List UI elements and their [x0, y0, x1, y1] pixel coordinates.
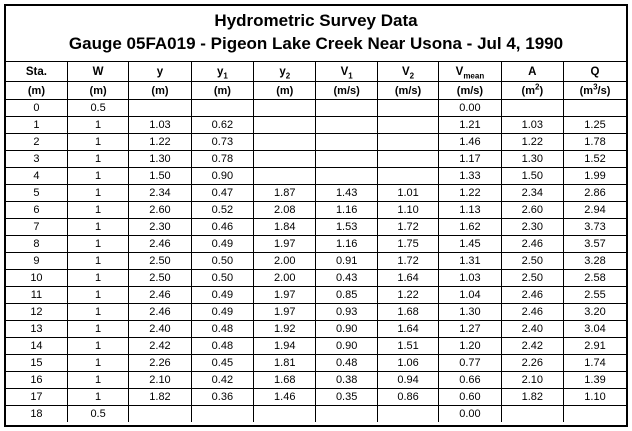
- header-q: Q: [564, 62, 626, 82]
- header-vmean-base: V: [455, 65, 464, 78]
- cell-v2: 1.72: [377, 219, 438, 236]
- cell-sta: 5: [6, 185, 67, 202]
- cell-v2: [377, 117, 438, 134]
- cell-v2: 1.22: [377, 287, 438, 304]
- cell-y: [129, 100, 191, 117]
- unit-sta: (m): [6, 82, 67, 100]
- table-row: [6, 406, 626, 423]
- cell-y1: [191, 406, 253, 423]
- header-y1-base: y: [216, 65, 224, 78]
- table-body: [6, 100, 626, 423]
- cell-a: 2.50: [501, 253, 563, 270]
- cell-w: 1: [67, 321, 128, 338]
- cell-q: 2.55: [564, 287, 626, 304]
- cell-w: 1: [67, 355, 128, 372]
- unit-q: [564, 82, 626, 100]
- cell-y2: 1.94: [254, 338, 316, 355]
- cell-w: 1: [67, 338, 128, 355]
- unit-y: (m): [129, 82, 191, 100]
- cell-vmean: 1.33: [439, 168, 501, 185]
- title-block: [6, 6, 626, 61]
- cell-w: 0.5: [67, 406, 128, 423]
- cell-y: 2.40: [129, 321, 191, 338]
- cell-y1: 0.46: [191, 219, 253, 236]
- cell-w: 1: [67, 287, 128, 304]
- cell-vmean: 0.77: [439, 355, 501, 372]
- cell-v1: [316, 134, 377, 151]
- cell-y: 1.22: [129, 134, 191, 151]
- header-y2-sub: 2: [285, 70, 291, 80]
- cell-y2: [254, 100, 316, 117]
- header-sta: Sta.: [6, 62, 67, 82]
- cell-a: 2.10: [501, 372, 563, 389]
- cell-y2: 1.84: [254, 219, 316, 236]
- cell-q: 1.52: [564, 151, 626, 168]
- cell-w: 1: [67, 202, 128, 219]
- cell-q: 2.94: [564, 202, 626, 219]
- cell-y1: 0.50: [191, 253, 253, 270]
- cell-v2: 1.64: [377, 321, 438, 338]
- cell-y1: 0.50: [191, 270, 253, 287]
- table-row: [6, 287, 626, 304]
- cell-y: [129, 406, 191, 423]
- cell-w: 1: [67, 236, 128, 253]
- cell-y1: 0.48: [191, 338, 253, 355]
- cell-sta: 0: [6, 100, 67, 117]
- cell-y2: [254, 151, 316, 168]
- cell-v1: 0.85: [316, 287, 377, 304]
- cell-v1: 1.16: [316, 236, 377, 253]
- cell-sta: 18: [6, 406, 67, 423]
- cell-q: 1.39: [564, 372, 626, 389]
- cell-y: 1.82: [129, 389, 191, 406]
- header-w: W: [67, 62, 128, 82]
- cell-y: 2.46: [129, 236, 191, 253]
- cell-vmean: 1.46: [439, 134, 501, 151]
- cell-q: 3.04: [564, 321, 626, 338]
- cell-sta: 8: [6, 236, 67, 253]
- cell-y1: 0.52: [191, 202, 253, 219]
- table-row: [6, 202, 626, 219]
- cell-y: 2.46: [129, 287, 191, 304]
- cell-v2: 1.10: [377, 202, 438, 219]
- cell-vmean: 0.60: [439, 389, 501, 406]
- header-v1-sub: 1: [348, 70, 353, 80]
- table-row: [6, 185, 626, 202]
- table-row: [6, 168, 626, 185]
- cell-sta: 6: [6, 202, 67, 219]
- cell-w: 1: [67, 168, 128, 185]
- sheet-title: Hydrometric Survey Data: [214, 11, 418, 30]
- cell-a: 2.30: [501, 219, 563, 236]
- cell-y1: 0.47: [191, 185, 253, 202]
- header-vmean-sub: mean: [463, 70, 485, 80]
- table-row: [6, 321, 626, 338]
- cell-v1: 0.35: [316, 389, 377, 406]
- header-y: y: [129, 62, 191, 82]
- cell-sta: 2: [6, 134, 67, 151]
- cell-y1: 0.78: [191, 151, 253, 168]
- cell-q: 2.86: [564, 185, 626, 202]
- unit-y2: (m): [254, 82, 316, 100]
- cell-v1: [316, 151, 377, 168]
- cell-v1: 1.43: [316, 185, 377, 202]
- cell-v1: 1.53: [316, 219, 377, 236]
- unit-a-sup: 2: [534, 81, 540, 91]
- header-y1-sub: 1: [223, 70, 228, 80]
- cell-a: 2.46: [501, 236, 563, 253]
- table-row: [6, 338, 626, 355]
- cell-vmean: 1.27: [439, 321, 501, 338]
- header-y2-base: y: [279, 65, 286, 78]
- table-row: [6, 372, 626, 389]
- cell-v2: 1.51: [377, 338, 438, 355]
- cell-sta: 4: [6, 168, 67, 185]
- cell-sta: 14: [6, 338, 67, 355]
- cell-v1: 0.93: [316, 304, 377, 321]
- header-vmean: [439, 62, 501, 82]
- cell-y: 2.30: [129, 219, 191, 236]
- cell-v1: 0.90: [316, 338, 377, 355]
- cell-y2: [254, 134, 316, 151]
- cell-y2: [254, 168, 316, 185]
- cell-q: 1.78: [564, 134, 626, 151]
- table-row: [6, 117, 626, 134]
- header-a: A: [501, 62, 563, 82]
- cell-v1: 0.43: [316, 270, 377, 287]
- cell-a: 2.34: [501, 185, 563, 202]
- cell-y1: 0.45: [191, 355, 253, 372]
- cell-y: 2.10: [129, 372, 191, 389]
- cell-q: 3.73: [564, 219, 626, 236]
- cell-w: 1: [67, 389, 128, 406]
- cell-w: 1: [67, 185, 128, 202]
- cell-a: 1.03: [501, 117, 563, 134]
- cell-y2: 1.87: [254, 185, 316, 202]
- cell-y: 1.50: [129, 168, 191, 185]
- cell-v2: 1.68: [377, 304, 438, 321]
- table-row: [6, 270, 626, 287]
- cell-v2: [377, 100, 438, 117]
- header-v2: [377, 62, 438, 82]
- header-y1: [191, 62, 253, 82]
- header-v2-sub: 2: [409, 70, 415, 80]
- cell-q: 3.57: [564, 236, 626, 253]
- cell-q: 1.74: [564, 355, 626, 372]
- cell-y1: 0.73: [191, 134, 253, 151]
- cell-y2: 1.68: [254, 372, 316, 389]
- cell-a: 1.82: [501, 389, 563, 406]
- cell-y: 2.46: [129, 304, 191, 321]
- cell-q: 1.10: [564, 389, 626, 406]
- cell-sta: 7: [6, 219, 67, 236]
- cell-v2: 1.06: [377, 355, 438, 372]
- cell-v2: 1.01: [377, 185, 438, 202]
- unit-q-sup: 3: [593, 81, 598, 91]
- cell-y: 2.50: [129, 253, 191, 270]
- cell-a: 2.42: [501, 338, 563, 355]
- cell-y: 2.26: [129, 355, 191, 372]
- unit-q-post: /s): [597, 84, 611, 97]
- unit-a: [501, 82, 563, 100]
- cell-y1: 0.49: [191, 304, 253, 321]
- data-sheet: [4, 4, 628, 427]
- cell-y2: 2.00: [254, 270, 316, 287]
- table-row: [6, 389, 626, 406]
- cell-v2: 1.72: [377, 253, 438, 270]
- header-row: [6, 62, 626, 82]
- cell-y: 2.60: [129, 202, 191, 219]
- cell-v2: 1.64: [377, 270, 438, 287]
- unit-w: (m): [67, 82, 128, 100]
- cell-y1: 0.42: [191, 372, 253, 389]
- header-y2: [254, 62, 316, 82]
- cell-a: 1.50: [501, 168, 563, 185]
- cell-v2: 0.86: [377, 389, 438, 406]
- cell-v2: 0.94: [377, 372, 438, 389]
- cell-vmean: 0.66: [439, 372, 501, 389]
- cell-y2: 1.97: [254, 304, 316, 321]
- cell-sta: 16: [6, 372, 67, 389]
- cell-v1: 0.90: [316, 321, 377, 338]
- survey-table: [6, 61, 626, 422]
- unit-a-post: ): [539, 84, 544, 97]
- cell-sta: 12: [6, 304, 67, 321]
- unit-y1: (m): [191, 82, 253, 100]
- cell-y: 1.30: [129, 151, 191, 168]
- cell-vmean: 1.62: [439, 219, 501, 236]
- cell-y: 2.34: [129, 185, 191, 202]
- table-row: [6, 219, 626, 236]
- cell-v2: [377, 134, 438, 151]
- cell-y2: 1.81: [254, 355, 316, 372]
- cell-a: 2.46: [501, 304, 563, 321]
- cell-y1: 0.49: [191, 287, 253, 304]
- cell-y1: 0.62: [191, 117, 253, 134]
- cell-v2: [377, 168, 438, 185]
- cell-y: 1.03: [129, 117, 191, 134]
- cell-y2: 1.97: [254, 287, 316, 304]
- cell-y1: 0.90: [191, 168, 253, 185]
- cell-v1: [316, 100, 377, 117]
- cell-y2: 1.92: [254, 321, 316, 338]
- cell-a: [501, 100, 563, 117]
- cell-v1: 0.38: [316, 372, 377, 389]
- table-row: [6, 236, 626, 253]
- cell-vmean: 1.13: [439, 202, 501, 219]
- unit-a-pre: (m: [521, 84, 535, 97]
- cell-w: 1: [67, 372, 128, 389]
- cell-a: 1.22: [501, 134, 563, 151]
- cell-vmean: 0.00: [439, 100, 501, 117]
- cell-y: 2.42: [129, 338, 191, 355]
- cell-vmean: 1.30: [439, 304, 501, 321]
- cell-w: 0.5: [67, 100, 128, 117]
- cell-w: 1: [67, 117, 128, 134]
- cell-sta: 9: [6, 253, 67, 270]
- cell-w: 1: [67, 304, 128, 321]
- cell-w: 1: [67, 219, 128, 236]
- cell-v1: [316, 406, 377, 423]
- cell-v1: [316, 168, 377, 185]
- cell-v1: [316, 117, 377, 134]
- cell-y2: [254, 117, 316, 134]
- cell-y2: 1.97: [254, 236, 316, 253]
- cell-q: 1.25: [564, 117, 626, 134]
- header-v1: [316, 62, 377, 82]
- cell-vmean: 1.03: [439, 270, 501, 287]
- cell-sta: 15: [6, 355, 67, 372]
- cell-y2: 2.08: [254, 202, 316, 219]
- cell-a: 2.26: [501, 355, 563, 372]
- cell-sta: 13: [6, 321, 67, 338]
- cell-w: 1: [67, 151, 128, 168]
- cell-q: 2.91: [564, 338, 626, 355]
- cell-a: 2.46: [501, 287, 563, 304]
- unit-q-pre: (m: [579, 84, 594, 97]
- cell-vmean: 1.22: [439, 185, 501, 202]
- header-v2-base: V: [401, 65, 410, 78]
- table-row: [6, 253, 626, 270]
- cell-q: [564, 406, 626, 423]
- units-row: [6, 82, 626, 100]
- cell-sta: 10: [6, 270, 67, 287]
- cell-y1: [191, 100, 253, 117]
- cell-v2: 1.75: [377, 236, 438, 253]
- cell-y: 2.50: [129, 270, 191, 287]
- cell-y2: 1.46: [254, 389, 316, 406]
- unit-v1: (m/s): [316, 82, 377, 100]
- cell-v2: [377, 406, 438, 423]
- cell-w: 1: [67, 270, 128, 287]
- cell-y1: 0.49: [191, 236, 253, 253]
- cell-vmean: 1.20: [439, 338, 501, 355]
- cell-vmean: 1.04: [439, 287, 501, 304]
- cell-a: 1.30: [501, 151, 563, 168]
- cell-a: [501, 406, 563, 423]
- cell-q: 3.20: [564, 304, 626, 321]
- cell-y2: 2.00: [254, 253, 316, 270]
- cell-vmean: 0.00: [439, 406, 501, 423]
- cell-q: 2.58: [564, 270, 626, 287]
- cell-y1: 0.48: [191, 321, 253, 338]
- cell-q: [564, 100, 626, 117]
- cell-w: 1: [67, 253, 128, 270]
- cell-q: 1.99: [564, 168, 626, 185]
- cell-q: 3.28: [564, 253, 626, 270]
- sheet-subtitle: Gauge 05FA019 - Pigeon Lake Creek Near Usona - Jul 4, 1990: [68, 34, 564, 53]
- cell-v1: 0.48: [316, 355, 377, 372]
- cell-a: 2.50: [501, 270, 563, 287]
- cell-sta: 1: [6, 117, 67, 134]
- cell-v1: 0.91: [316, 253, 377, 270]
- table-row: [6, 134, 626, 151]
- table-row: [6, 355, 626, 372]
- cell-a: 2.40: [501, 321, 563, 338]
- cell-vmean: 1.45: [439, 236, 501, 253]
- cell-sta: 3: [6, 151, 67, 168]
- table-row: [6, 151, 626, 168]
- cell-v2: [377, 151, 438, 168]
- unit-v2: (m/s): [377, 82, 438, 100]
- cell-v1: 1.16: [316, 202, 377, 219]
- cell-w: 1: [67, 134, 128, 151]
- cell-vmean: 1.31: [439, 253, 501, 270]
- header-v1-base: V: [340, 65, 349, 78]
- cell-vmean: 1.21: [439, 117, 501, 134]
- table-row: [6, 100, 626, 117]
- table-row: [6, 304, 626, 321]
- cell-y1: 0.36: [191, 389, 253, 406]
- cell-sta: 17: [6, 389, 67, 406]
- cell-vmean: 1.17: [439, 151, 501, 168]
- cell-y2: [254, 406, 316, 423]
- cell-sta: 11: [6, 287, 67, 304]
- cell-a: 2.60: [501, 202, 563, 219]
- unit-vmean: (m/s): [439, 82, 501, 100]
